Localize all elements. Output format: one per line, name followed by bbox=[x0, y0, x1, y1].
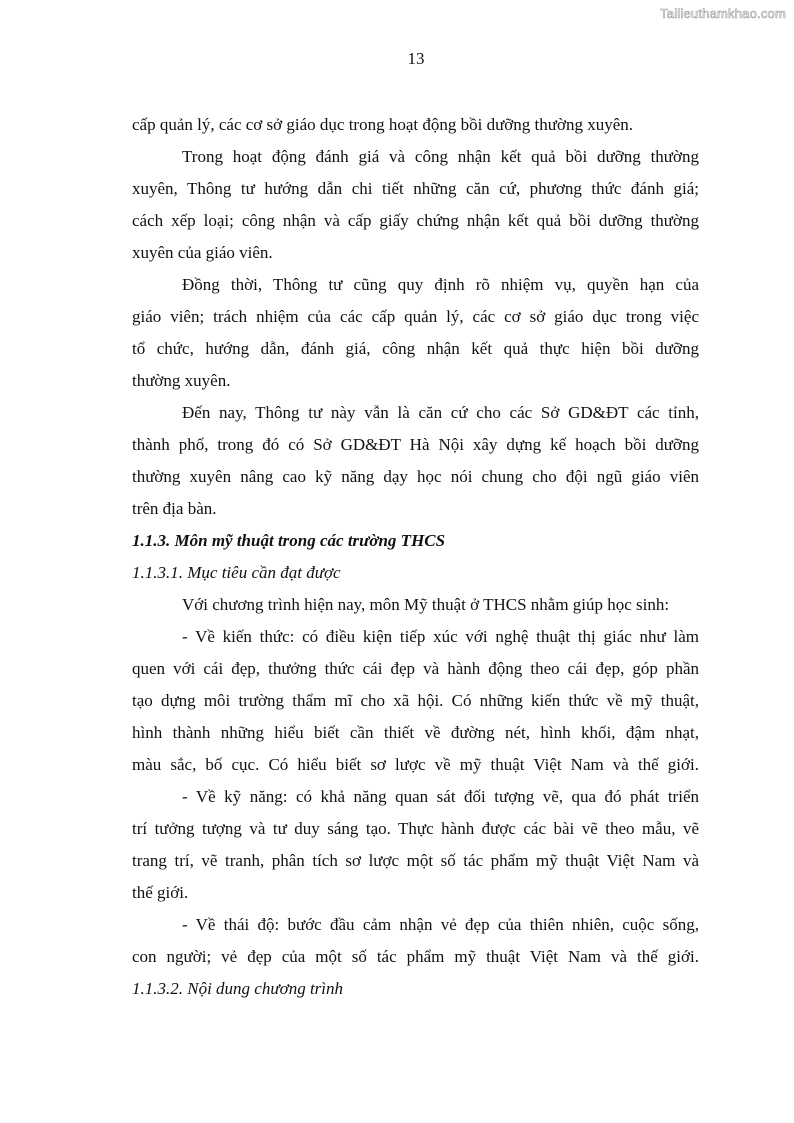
text-line: Đến nay, Thông tư này vẫn là căn cứ cho các Sở GD&ĐT các tỉnh, bbox=[182, 403, 699, 422]
text-line: - Về kiến thức: có điều kiện tiếp xúc với nghệ thuật thị giác như làm bbox=[182, 627, 699, 646]
text-line: cấp quản lý, các cơ sở giáo dục trong hoạt động bồi dưỡng thường xuyên. bbox=[132, 115, 634, 134]
section-heading: 1.1.3. Môn mỹ thuật trong các trường THCS bbox=[132, 531, 446, 550]
text-line: con người; vẻ đẹp của một số tác phẩm mỹ thuật Việt Nam và thế giới. bbox=[132, 947, 699, 966]
text-line: Với chương trình hiện nay, môn Mỹ thuật ở THCS nhằm giúp học sinh: bbox=[182, 595, 670, 614]
subsection-heading: 1.1.3.1. Mục tiêu cần đạt được bbox=[132, 563, 341, 582]
text-line: màu sắc, bố cục. Có hiểu biết sơ lược về mỹ thuật Việt Nam và thế giới. bbox=[132, 755, 699, 774]
text-line: tạo dựng môi trường thẩm mĩ cho xã hội. Có những kiến thức về mỹ thuật, bbox=[132, 691, 699, 710]
text-line: Trong hoạt động đánh giá và công nhận kết quả bồi dưỡng thường bbox=[182, 147, 699, 166]
text-line: cách xếp loại; công nhận và cấp giấy chứng nhận kết quả bồi dưỡng thường bbox=[132, 211, 699, 230]
text-line: - Về thái độ: bước đầu cảm nhận vẻ đẹp của thiên nhiên, cuộc sống, bbox=[182, 915, 699, 934]
text-line: thế giới. bbox=[132, 883, 189, 902]
text-line: trên địa bàn. bbox=[132, 499, 217, 518]
text-line: trí tưởng tượng và tư duy sáng tạo. Thực hành được các bài vẽ theo mẫu, vẽ bbox=[132, 819, 699, 838]
watermark-text: Tailieuthamkhao.com bbox=[660, 6, 786, 21]
text-line: xuyên của giáo viên. bbox=[132, 243, 273, 262]
document-body bbox=[132, 109, 699, 1005]
text-line: xuyên, Thông tư hướng dẫn chi tiết những căn cứ, phương thức đánh giá; bbox=[132, 179, 699, 198]
text-line: tổ chức, hướng dẫn, đánh giá, công nhận kết quả thực hiện bồi dưỡng bbox=[132, 339, 699, 358]
text-line: hình thành những hiểu biết cần thiết về đường nét, hình khối, đậm nhạt, bbox=[132, 723, 699, 742]
text-line: Đồng thời, Thông tư cũng quy định rõ nhiệm vụ, quyền hạn của bbox=[182, 275, 699, 294]
text-line: quen với cái đẹp, thưởng thức cái đẹp và hành động theo cái đẹp, góp phần bbox=[132, 659, 699, 678]
text-line: - Về kỹ năng: có khả năng quan sát đối tượng vẽ, qua đó phát triển bbox=[182, 787, 699, 806]
page-number: 13 bbox=[407, 49, 425, 68]
text-line: thành phố, trong đó có Sở GD&ĐT Hà Nội xây dựng kế hoạch bồi dưỡng bbox=[132, 435, 699, 454]
subsection-heading: 1.1.3.2. Nội dung chương trình bbox=[132, 979, 344, 998]
text-line: thường xuyên nâng cao kỹ năng dạy học nói chung cho đội ngũ giáo viên bbox=[132, 467, 699, 486]
text-line: giáo viên; trách nhiệm của các cấp quản lý, các cơ sở giáo dục trong việc bbox=[132, 307, 699, 326]
text-line: thường xuyên. bbox=[132, 371, 231, 390]
text-line: trang trí, vẽ tranh, phân tích sơ lược một số tác phẩm mỹ thuật Việt Nam và bbox=[132, 851, 699, 870]
